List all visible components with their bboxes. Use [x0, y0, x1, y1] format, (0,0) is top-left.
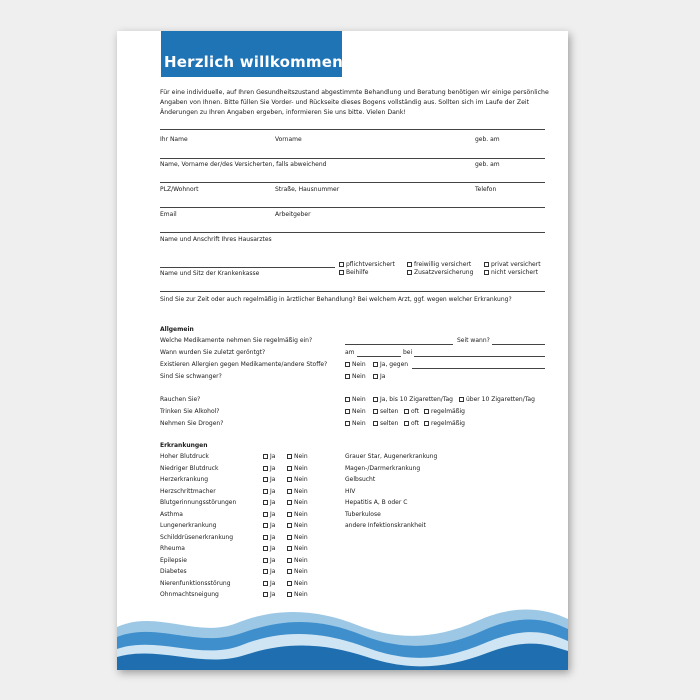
q-drogen: Nehmen Sie Drogen?	[160, 420, 224, 427]
disease-label-right: Hepatitis A, B oder C	[345, 499, 408, 506]
disease-nein-checkbox[interactable]: Nein	[287, 522, 308, 529]
seit-wann-line[interactable]	[492, 344, 545, 345]
disease-nein-checkbox[interactable]: Nein	[287, 476, 308, 483]
heading-allgemein: Allgemein	[160, 326, 194, 333]
disease-label: Ohnmachtsneigung	[160, 591, 219, 598]
checkbox-freiwillig[interactable]: freiwillig versichert	[407, 261, 471, 268]
disease-label-right: Magen-/Darmerkrankung	[345, 464, 421, 472]
disease-label: Herzschrittmacher	[160, 487, 216, 495]
disease-label: Schilddrüsenerkrankung	[160, 533, 234, 541]
q-rauchen: Rauchen Sie?	[160, 396, 201, 403]
q-allergien: Existieren Allergien gegen Medikamente/andere Stoffe?	[160, 361, 328, 368]
versicherter-line[interactable]	[160, 158, 545, 159]
drogen-nein[interactable]: Nein	[345, 420, 366, 427]
label-arbeitgeber: Arbeitgeber	[275, 211, 311, 218]
intro-text: Für eine individuelle, auf Ihren Gesundheitszustand abgestimmte Behandlung und Beratung benötigen wir einige persönliche Angaben von Ihnen. Bitte füllen Sie Vorder- und Rückseite dieses Bogens vollständig aus. Sollten sich im Laufe der Zeit Änderungen zu Ihren Angaben ergeben, informieren Sie uns bitte. Vielen Dank!	[160, 89, 549, 116]
page-title: Herzlich willkommen!	[164, 53, 351, 71]
hausarzt-line[interactable]	[160, 232, 545, 233]
label-seit-wann: Seit wann?	[457, 337, 490, 344]
label-geb-am-2: geb. am	[475, 161, 500, 168]
label-email: Email	[160, 211, 177, 218]
disease-ja-checkbox[interactable]: Ja	[263, 534, 275, 541]
rauchen-ueber[interactable]: über 10 Zigaretten/Tag	[459, 396, 535, 403]
disease-label: Diabetes	[160, 568, 187, 575]
disease-label: Herzerkrankung	[160, 476, 209, 483]
disease-nein-checkbox[interactable]: Nein	[287, 568, 308, 575]
title-banner	[161, 31, 351, 77]
label-hausarzt: Name und Anschrift Ihres Hausarztes	[160, 236, 272, 243]
q-medikamente: Welche Medikamente nehmen Sie regelmäßig ein?	[160, 337, 313, 344]
allergien-line[interactable]	[412, 368, 545, 369]
disease-ja-checkbox[interactable]: Ja	[263, 476, 275, 483]
disease-label: Rheuma	[160, 545, 185, 552]
disease-ja-checkbox[interactable]: Ja	[263, 580, 275, 587]
disease-label: Asthma	[160, 510, 183, 518]
q-alkohol: Trinken Sie Alkohol?	[160, 408, 220, 415]
checkbox-privat[interactable]: privat versichert	[484, 261, 541, 268]
disease-label-right: HIV	[345, 487, 356, 495]
checkbox-pflicht[interactable]: pflichtversichert	[339, 261, 395, 268]
medikamente-line[interactable]	[345, 344, 453, 345]
disease-label: Epilepsie	[160, 556, 187, 564]
disease-label: Lungenerkrankung	[160, 522, 217, 529]
disease-ja-checkbox[interactable]: Ja	[263, 568, 275, 575]
disease-ja-checkbox[interactable]: Ja	[263, 499, 275, 506]
disease-ja-checkbox[interactable]: Ja	[263, 511, 275, 518]
email-line[interactable]	[160, 207, 545, 208]
q-roentgen: Wann wurden Sie zuletzt geröntgt?	[160, 349, 266, 356]
drogen-regelmaessig[interactable]: regelmäßig	[424, 420, 465, 427]
behandlung-line[interactable]	[160, 291, 545, 292]
label-bei: bei	[403, 349, 413, 356]
wave-decoration	[117, 609, 568, 670]
disease-nein-checkbox[interactable]: Nein	[287, 557, 308, 564]
label-behandlung: Sind Sie zur Zeit oder auch regelmäßig in ärztlicher Behandlung? Bei welchem Arzt, ggf. wegen welcher Erkrankung?	[160, 296, 512, 303]
roentgen-am-line[interactable]	[357, 356, 401, 357]
disease-label: Blutgerinnungsstörungen	[160, 499, 237, 506]
q-schwanger: Sind Sie schwanger?	[160, 373, 222, 380]
allergien-nein[interactable]: Nein	[345, 361, 366, 368]
disease-nein-checkbox[interactable]: Nein	[287, 465, 308, 472]
schwanger-nein[interactable]: Nein	[345, 373, 366, 380]
disease-ja-checkbox[interactable]: Ja	[263, 557, 275, 564]
form-sheet	[117, 31, 568, 670]
disease-nein-checkbox[interactable]: Nein	[287, 545, 308, 552]
disease-nein-checkbox[interactable]: Nein	[287, 591, 308, 598]
disease-nein-checkbox[interactable]: Nein	[287, 499, 308, 506]
disease-nein-checkbox[interactable]: Nein	[287, 580, 308, 587]
label-strasse: Straße, Hausnummer	[275, 186, 340, 193]
disease-nein-checkbox[interactable]: Nein	[287, 488, 308, 495]
label-plz: PLZ/Wohnort	[160, 186, 199, 193]
drogen-selten[interactable]: selten	[373, 420, 398, 427]
name-line[interactable]	[160, 129, 545, 130]
label-telefon: Telefon	[475, 186, 497, 193]
checkbox-zusatz[interactable]: Zusatzversicherung	[407, 269, 473, 276]
roentgen-bei-line[interactable]	[414, 356, 545, 357]
label-krankenkasse: Name und Sitz der Krankenkasse	[160, 270, 260, 277]
disease-label-right: Grauer Star, Augenerkrankung	[345, 453, 438, 460]
rauchen-nein[interactable]: Nein	[345, 396, 366, 403]
disease-nein-checkbox[interactable]: Nein	[287, 534, 308, 541]
address-line[interactable]	[160, 182, 545, 183]
label-vorname: Vorname	[275, 136, 302, 143]
label-ihr-name: Ihr Name	[160, 136, 188, 143]
allergien-ja-gegen[interactable]: Ja, gegen	[373, 361, 408, 368]
checkbox-nicht[interactable]: nicht versichert	[484, 269, 538, 276]
heading-erkrankungen: Erkrankungen	[160, 442, 208, 449]
rauchen-ja-bis[interactable]: Ja, bis 10 Zigaretten/Tag	[373, 396, 453, 403]
checkbox-beihilfe[interactable]: Beihilfe	[339, 269, 368, 276]
label-geb-am: geb. am	[475, 136, 500, 143]
disease-label: Nierenfunktionsstörung	[160, 579, 231, 587]
disease-ja-checkbox[interactable]: Ja	[263, 545, 275, 552]
disease-label-right: Gelbsucht	[345, 476, 376, 483]
disease-nein-checkbox[interactable]: Nein	[287, 453, 308, 460]
disease-ja-checkbox[interactable]: Ja	[263, 522, 275, 529]
disease-ja-checkbox[interactable]: Ja	[263, 465, 275, 472]
label-am: am	[345, 349, 355, 356]
schwanger-ja[interactable]: Ja	[373, 373, 385, 380]
alkohol-selten[interactable]: selten	[373, 408, 398, 415]
disease-label: Hoher Blutdruck	[160, 453, 209, 460]
disease-ja-checkbox[interactable]: Ja	[263, 488, 275, 495]
alkohol-regelmaessig[interactable]: regelmäßig	[424, 408, 465, 415]
disease-label: Niedriger Blutdruck	[160, 464, 219, 472]
disease-label-right: Tuberkulose	[345, 510, 381, 518]
alkohol-oft[interactable]: oft	[404, 408, 419, 415]
alkohol-nein[interactable]: Nein	[345, 408, 366, 415]
drogen-oft[interactable]: oft	[404, 420, 419, 427]
label-versicherter: Name, Vorname der/des Versicherten, falls abweichend	[160, 161, 327, 168]
krankenkasse-line[interactable]	[160, 267, 335, 268]
disease-ja-checkbox[interactable]: Ja	[263, 591, 275, 598]
disease-ja-checkbox[interactable]: Ja	[263, 453, 275, 460]
disease-label-right: andere Infektionskrankheit	[345, 522, 426, 529]
disease-nein-checkbox[interactable]: Nein	[287, 511, 308, 518]
